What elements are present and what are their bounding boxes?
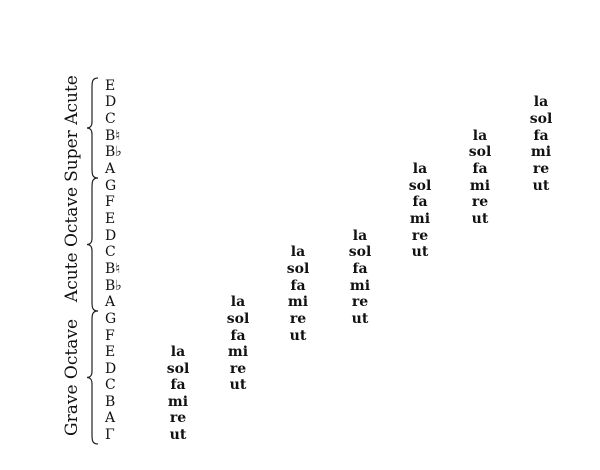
range-label: Super Acute [61, 74, 82, 182]
solmization-syllable: la [472, 128, 488, 144]
solmization-syllable: ut [351, 311, 369, 327]
note-letter: A [105, 161, 116, 177]
solmization-syllable: la [170, 344, 186, 360]
range-label: Grave Octave [61, 319, 82, 436]
note-letter: B [105, 394, 116, 410]
solmization-syllable: la [230, 294, 246, 310]
solmization-syllable: mi [287, 294, 309, 310]
note-letter: C [105, 377, 116, 393]
solmization-syllable: ut [229, 377, 247, 393]
solmization-syllable: mi [349, 278, 371, 294]
note-letter: B♮ [105, 261, 121, 277]
note-letter: C [105, 111, 116, 127]
solmization-syllable: mi [469, 178, 491, 194]
solmization-syllable: sol [408, 178, 432, 194]
note-letter: A [105, 410, 116, 426]
solmization-syllable: fa [412, 194, 428, 210]
note-letter: E [105, 78, 116, 94]
solmization-syllable: re [532, 161, 550, 177]
solmization-syllable: la [412, 161, 428, 177]
solmization-syllable: re [411, 228, 429, 244]
solmization-syllable: ut [471, 211, 489, 227]
solmization-syllable: fa [352, 261, 368, 277]
solmization-syllable: fa [290, 278, 306, 294]
note-letter: E [105, 211, 116, 227]
solmization-syllable: la [290, 244, 306, 260]
solmization-syllable: mi [227, 344, 249, 360]
solmization-syllable: fa [230, 328, 246, 344]
range-label: Acute Octave [61, 186, 82, 303]
solmization-syllable: sol [348, 244, 372, 260]
solmization-syllable: mi [167, 394, 189, 410]
note-letter: B♭ [105, 278, 122, 294]
solmization-syllable: re [289, 311, 307, 327]
solmization-syllable: ut [169, 427, 187, 443]
note-letter: D [105, 94, 117, 110]
solmization-syllable: re [351, 294, 369, 310]
solmization-syllable: re [471, 194, 489, 210]
solmization-syllable: sol [468, 144, 492, 160]
note-letter: F [105, 328, 115, 344]
note-letter: D [105, 228, 117, 244]
solmization-syllable: sol [226, 311, 250, 327]
note-letter: Γ [105, 427, 115, 443]
solmization-syllable: la [533, 94, 549, 110]
solmization-syllable: fa [170, 377, 186, 393]
range-brace [87, 311, 98, 444]
solmization-syllable: fa [472, 161, 488, 177]
solmization-syllable: re [169, 410, 187, 426]
solmization-syllable: fa [533, 128, 549, 144]
solmization-syllable: mi [409, 211, 431, 227]
note-letter: A [105, 294, 116, 310]
solmization-syllable: sol [166, 361, 190, 377]
solmization-syllable: sol [529, 111, 553, 127]
note-letter: B♭ [105, 144, 122, 160]
solmization-syllable: ut [411, 244, 429, 260]
note-letter: G [105, 178, 117, 194]
note-letter: B♮ [105, 128, 121, 144]
note-letter: F [105, 194, 115, 210]
solmization-syllable: ut [289, 328, 307, 344]
note-letter: D [105, 361, 117, 377]
range-brace [87, 178, 98, 311]
note-letter: E [105, 344, 116, 360]
range-brace [87, 78, 98, 178]
solmization-syllable: ut [532, 178, 550, 194]
solmization-syllable: mi [530, 144, 552, 160]
solmization-syllable: sol [286, 261, 310, 277]
solmization-syllable: la [352, 228, 368, 244]
solmization-syllable: re [229, 361, 247, 377]
note-letter: G [105, 311, 117, 327]
note-letter: C [105, 244, 116, 260]
